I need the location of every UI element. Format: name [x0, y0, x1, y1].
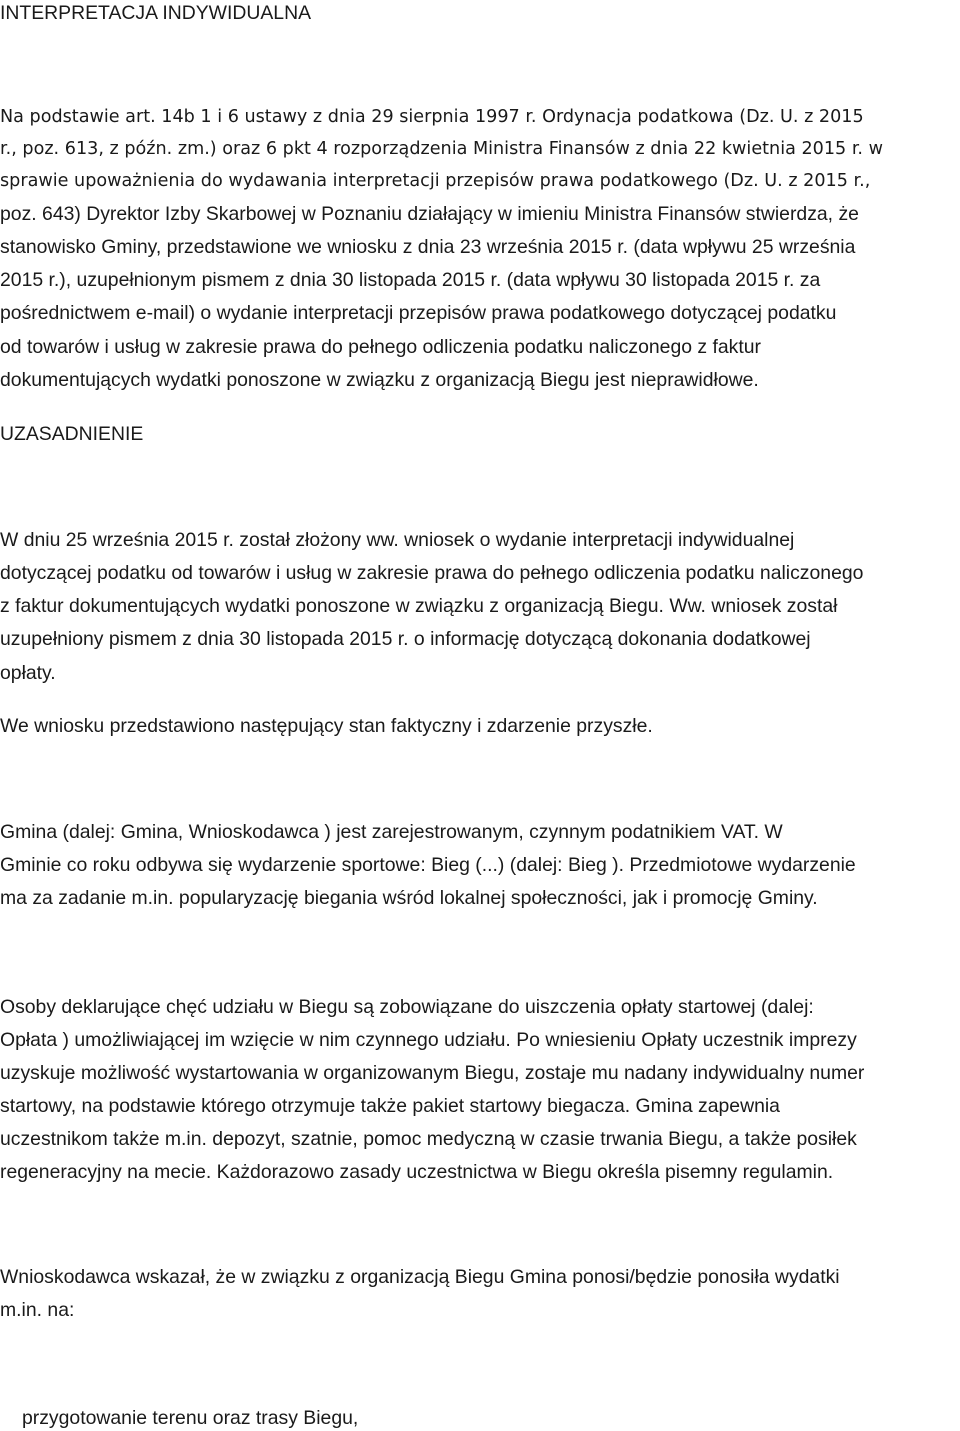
list-item: przygotowanie terenu oraz trasy Biegu,	[22, 1407, 359, 1429]
paragraph-line: Gmina (dalej: Gmina, Wnioskodawca ) jest zarejestrowanym, czynnym podatnikiem VAT. W	[0, 821, 783, 843]
paragraph-line: m.in. na:	[0, 1299, 75, 1321]
intro-line: 2015 r.), uzupełnionym pismem z dnia 30 listopada 2015 r. (data wpływu 30 listopada 2015 r. za	[0, 269, 821, 291]
paragraph-line: z faktur dokumentujących wydatki ponoszone w związku z organizacją Biegu. Ww. wniosek został	[0, 595, 838, 617]
section-heading: UZASADNIENIE	[0, 423, 144, 445]
intro-line: sprawie upoważnienia do wydawania interpretacji przepisów prawa podatkowego (Dz. U. z 2015 r.,	[0, 171, 871, 191]
document-title: INTERPRETACJA INDYWIDUALNA	[0, 2, 312, 24]
paragraph-line: Opłata ) umożliwiającej im wzięcie w nim czynnego udziału. Po wniesieniu Opłaty uczestnik imprezy	[0, 1029, 857, 1051]
intro-line: pośrednictwem e-mail) o wydanie interpretacji przepisów prawa podatkowego dotyczącej podatku	[0, 302, 837, 324]
intro-line: Na podstawie art. 14b 1 i 6 ustawy z dnia 29 sierpnia 1997 r. Ordynacja podatkowa (Dz. U. z 2015	[0, 107, 864, 127]
paragraph-line: uzyskuje możliwość wystartowania w organizowanym Biegu, zostaje mu nadany indywidualny numer	[0, 1062, 865, 1084]
intro-line: dokumentujących wydatki ponoszone w związku z organizacją Biegu jest nieprawidłowe.	[0, 369, 759, 391]
paragraph-line: We wniosku przedstawiono następujący stan faktyczny i zdarzenie przyszłe.	[0, 715, 653, 737]
intro-line: stanowisko Gminy, przedstawione we wniosku z dnia 23 września 2015 r. (data wpływu 25 września	[0, 236, 856, 258]
paragraph-line: W dniu 25 września 2015 r. został złożony ww. wniosek o wydanie interpretacji indywidualnej	[0, 529, 795, 551]
paragraph-line: dotyczącej podatku od towarów i usług w zakresie prawa do pełnego odliczenia podatku naliczonego	[0, 562, 864, 584]
intro-line: od towarów i usług w zakresie prawa do pełnego odliczenia podatku naliczonego z faktur	[0, 336, 761, 358]
paragraph-line: ma za zadanie m.in. popularyzację biegania wśród lokalnej społeczności, jak i promocję Gminy.	[0, 887, 818, 909]
paragraph-line: regeneracyjny na mecie. Każdorazowo zasady uczestnictwa w Biegu określa pisemny regulamin.	[0, 1161, 834, 1183]
intro-line: poz. 643) Dyrektor Izby Skarbowej w Poznaniu działający w imieniu Ministra Finansów stwierdza, że	[0, 203, 859, 225]
paragraph-line: startowy, na podstawie którego otrzymuje także pakiet startowy biegacza. Gmina zapewnia	[0, 1095, 780, 1117]
paragraph-line: Osoby deklarujące chęć udziału w Biegu są zobowiązane do uiszczenia opłaty startowej (dalej:	[0, 996, 814, 1018]
paragraph-line: Gminie co roku odbywa się wydarzenie sportowe: Bieg (...) (dalej: Bieg ). Przedmiotowe wydarzenie	[0, 854, 856, 876]
paragraph-line: opłaty.	[0, 662, 56, 684]
intro-line: r., poz. 613, z późn. zm.) oraz 6 pkt 4 rozporządzenia Ministra Finansów z dnia 22 kwietnia 2015 r. w	[0, 139, 884, 159]
paragraph-line: uczestnikom także m.in. depozyt, szatnie, pomoc medyczną w czasie trwania Biegu, a także posiłek	[0, 1128, 857, 1150]
paragraph-line: uzupełniony pismem z dnia 30 listopada 2015 r. o informację dotyczącą dokonania dodatkowej	[0, 628, 811, 650]
paragraph-line: Wnioskodawca wskazał, że w związku z organizacją Biegu Gmina ponosi/będzie ponosiła wydatki	[0, 1266, 840, 1288]
